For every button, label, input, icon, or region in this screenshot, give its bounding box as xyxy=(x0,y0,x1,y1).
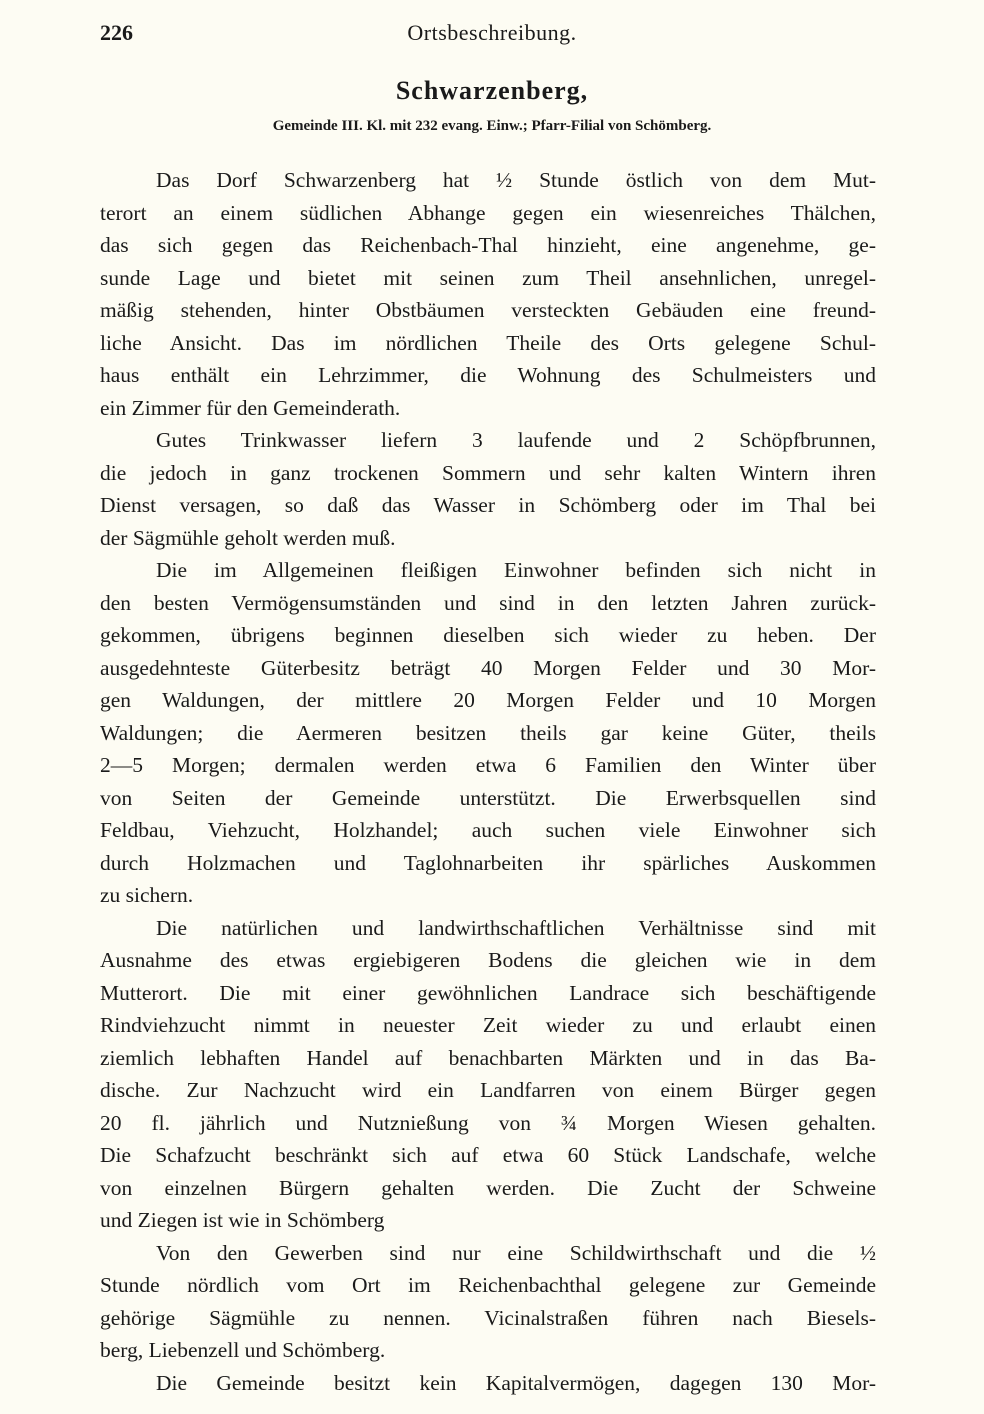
text-line: ein Zimmer für den Gemeinderath. xyxy=(100,395,401,420)
text-line: Von den Gewerben sind nur eine Schildwirthschaft und die ½ xyxy=(156,1240,876,1265)
text-line: sunde Lage und bietet mit seinen zum Theil ansehnlichen, unregel- xyxy=(100,265,876,290)
text-line: Rindviehzucht nimmt in neuester Zeit wieder zu und erlaubt einen xyxy=(100,1013,876,1037)
text-line: ziemlich lebhaften Handel auf benachbarten Märkten und in das Ba- xyxy=(100,1045,876,1070)
text-line: berg, Liebenzell und Schömberg. xyxy=(100,1338,386,1362)
text-line: das sich gegen das Reichenbach-Thal hinzieht, eine angenehme, ge- xyxy=(100,233,876,257)
section-title: Schwarzenberg, xyxy=(395,76,589,105)
text-line: mäßig stehenden, hinter Obstbäumen versteckten Gebäuden eine freund- xyxy=(100,298,876,322)
running-head xyxy=(100,20,884,50)
text-line: liche Ansicht. Das im nördlichen Theile des Orts gelegene Schul- xyxy=(100,330,876,355)
text-line: Feldbau, Viehzucht, Holzhandel; auch suchen viele Einwohner sich xyxy=(100,818,876,842)
text-line: Die natürlichen und landwirthschaftlichen Verhältnisse sind mit xyxy=(156,915,876,940)
text-line: gen Waldungen, der mittlere 20 Morgen Felder und 10 Morgen xyxy=(100,688,876,712)
text-line: von einzelnen Bürgern gehalten werden. Die Zucht der Schweine xyxy=(100,1175,876,1200)
text-line: Waldungen; die Aermeren besitzen theils gar keine Güter, theils xyxy=(100,720,876,745)
text-line: gekommen, übrigens beginnen dieselben sich wieder zu heben. Der xyxy=(100,623,876,647)
text-line: Die Schafzucht beschränkt sich auf etwa 60 Stück Landschafe, welche xyxy=(100,1143,876,1167)
text-line: Gutes Trinkwasser liefern 3 laufende und 2 Schöpfbrunnen, xyxy=(156,428,876,452)
text-line: Mutterort. Die mit einer gewöhnlichen Landrace sich beschäftigende xyxy=(100,980,876,1005)
text-line: haus enthält ein Lehrzimmer, die Wohnung des Schulmeisters und xyxy=(100,363,876,387)
text-line: dische. Zur Nachzucht wird ein Landfarren von einem Bürger gegen xyxy=(100,1078,876,1102)
text-line: und Ziegen ist wie in Schömberg xyxy=(100,1208,385,1232)
text-line: die jedoch in ganz trockenen Sommern und sehr kalten Wintern ihren xyxy=(100,460,876,485)
text-line: 20 fl. jährlich und Nutznießung von ¾ Morgen Wiesen gehalten. xyxy=(100,1110,876,1135)
text-line: den besten Vermögensumständen und sind in den letzten Jahren zurück- xyxy=(100,590,876,615)
text-line: gehörige Sägmühle zu nennen. Vicinalstraßen führen nach Biesels- xyxy=(100,1305,876,1330)
text-line: von Seiten der Gemeinde unterstützt. Die Erwerbsquellen sind xyxy=(100,785,876,810)
text-line: Die Gemeinde besitzt kein Kapitalvermögen, dagegen 130 Mor- xyxy=(156,1370,876,1395)
running-title: Ortsbeschreibung. xyxy=(407,20,577,45)
text-line: Ausnahme des etwas ergiebigeren Bodens die gleichen wie in dem xyxy=(100,948,876,972)
text-line: der Sägmühle geholt werden muß. xyxy=(100,525,396,550)
text-line: durch Holzmachen und Taglohnarbeiten ihr spärliches Auskommen xyxy=(100,850,876,875)
page-number: 226 xyxy=(100,20,133,45)
text-line: Dienst versagen, so daß das Wasser in Schömberg oder im Thal bei xyxy=(100,493,876,517)
text-line: 2—5 Morgen; dermalen werden etwa 6 Familien den Winter über xyxy=(100,753,876,777)
section-subtitle: Gemeinde III. Kl. mit 232 evang. Einw.; Pfarr-Filial von Schömberg. xyxy=(272,118,712,134)
text-line: Das Dorf Schwarzenberg hat ½ Stunde östlich von dem Mut- xyxy=(156,168,876,192)
body-text xyxy=(100,164,876,1399)
text-line: Stunde nördlich vom Ort im Reichenbachthal gelegene zur Gemeinde xyxy=(100,1273,876,1297)
text-line: Die im Allgemeinen fleißigen Einwohner befinden sich nicht in xyxy=(156,558,876,582)
text-line: terort an einem südlichen Abhange gegen ein wiesenreiches Thälchen, xyxy=(100,200,876,225)
text-line: ausgedehnteste Güterbesitz beträgt 40 Morgen Felder und 30 Mor- xyxy=(100,655,876,680)
text-line: zu sichern. xyxy=(100,883,194,907)
